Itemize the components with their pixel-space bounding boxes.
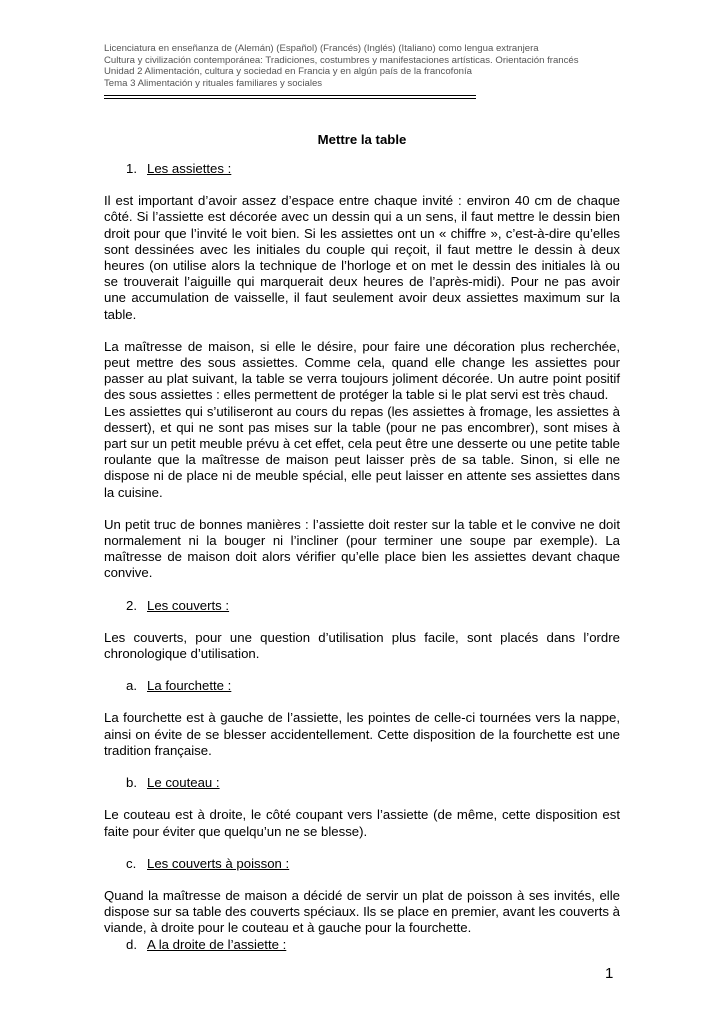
- document-body: [104, 161, 620, 953]
- section-title: Les couverts à poisson :: [147, 855, 290, 871]
- section-heading-couverts: [104, 598, 620, 614]
- paragraph: Quand la maîtresse de maison a décidé de servir un plat de poisson à ses invités, elle dispose sur sa table des couverts spéciaux. Ils se place en premier, avant les couverts à viande, à droite pour le couteau et à gauche pour la fourchette.: [104, 887, 620, 936]
- paragraph: Le couteau est à droite, le côté coupant vers l’assiette (de même, cette disposition est faite pour éviter que quelqu’un ne se blesse).: [104, 807, 620, 839]
- section-number: 2.: [126, 597, 137, 613]
- paragraph: Les assiettes qui s’utiliseront au cours du repas (les assiettes à fromage, les assiettes à dessert), et qui ne sont pas mises sur la table (pour ne pas encombrer), sont mises à part sur un petit meuble prévu à cet effet, cela peut être une desserte ou une petite table roulante que la maîtresse de maison peut laisser près de sa table. Sinon, si elle ne dispose ni de place ni de meuble spécial, elle peut laisser en attente ses assiettes dans la cuisine.: [104, 403, 620, 500]
- paragraph: Les couverts, pour une question d’utilisation plus facile, sont placés dans l’ordre chronologique d’utilisation.: [104, 629, 620, 662]
- section-title: A la droite de l’assiette :: [147, 936, 287, 952]
- section-number: d.: [126, 936, 137, 952]
- header-divider-bottom: [104, 98, 476, 99]
- paragraph: Un petit truc de bonnes manières : l’assiette doit rester sur la table et le convive ne doit normalement ni la bouger ni l’incliner (pour terminer une soupe par exemple). La maîtresse de maison doit alors vérifier qu’elle place bien les assiettes devant chaque convive.: [104, 516, 620, 581]
- section-heading-droite-assiette: [104, 937, 620, 953]
- page-number: 1: [605, 965, 614, 982]
- section-number: c.: [126, 855, 137, 871]
- section-number: 1.: [126, 161, 137, 176]
- document-title: Mettre la table: [317, 132, 407, 147]
- paragraph: Il est important d’avoir assez d’espace entre chaque invité : environ 40 cm de chaque côté. Si l’assiette est décorée avec un dessin qui a un sens, il faut mettre le dessin bien droit pour que l’invité le voit bien. Si les assiettes ont un « chiffre », c’est-à-dire qu’elles sont dessinées avec les initiales du couple qui reçoit, il faut mettre le dessin à deux heures (on utilise alors la technique de l’horloge et on met le dessin des initiales là ou se trouverait l’aiguille qui marquerait deux heures de l’après-midi). Pour ne pas avoir une accumulation de vaisselle, il faut seulement avoir deux assiettes maximum sur la table.: [104, 193, 620, 322]
- paragraph: La maîtresse de maison, si elle le désire, pour faire une décoration plus recherchée, peut mettre des sous assiettes. Comme cela, quand elle change les assiettes pour passer au plat suivant, la table se verra toujours joliment décorée. Un autre point positif des sous assiettes : elles permettent de protéger la table si le plat servi est très chaud.: [104, 338, 620, 403]
- header-line-2: Cultura y civilización contemporánea: Tradiciones, costumbres y manifestaciones artísticas. Orientación francés: [104, 54, 579, 66]
- header-line-1: Licenciatura en enseñanza de (Alemán) (Español) (Francés) (Inglés) (Italiano) como lengua extranjera: [104, 43, 539, 54]
- section-number: a.: [126, 678, 137, 694]
- paragraph: La fourchette est à gauche de l’assiette, les pointes de celle-ci tournées vers la nappe, ainsi on évite de se blesser accidentellement. Cette disposition de la fourchette est une tradition française.: [104, 710, 620, 758]
- section-title: Les assiettes :: [147, 161, 232, 176]
- section-heading-couteau: [104, 775, 620, 791]
- header-divider-top: [104, 95, 476, 96]
- document-header: [104, 43, 624, 89]
- section-heading-couverts-poisson: [104, 856, 620, 872]
- section-title: Le couteau :: [147, 775, 220, 791]
- section-title: La fourchette :: [147, 678, 232, 694]
- section-heading-assiettes: [104, 161, 620, 177]
- section-heading-fourchette: [104, 678, 620, 694]
- header-line-3: Unidad 2 Alimentación, cultura y sociedad en Francia y en algún país de la francofonía: [104, 66, 472, 78]
- section-title: Les couverts :: [147, 597, 230, 613]
- header-line-4: Tema 3 Alimentación y rituales familiares y sociales: [104, 77, 323, 89]
- section-number: b.: [126, 775, 137, 791]
